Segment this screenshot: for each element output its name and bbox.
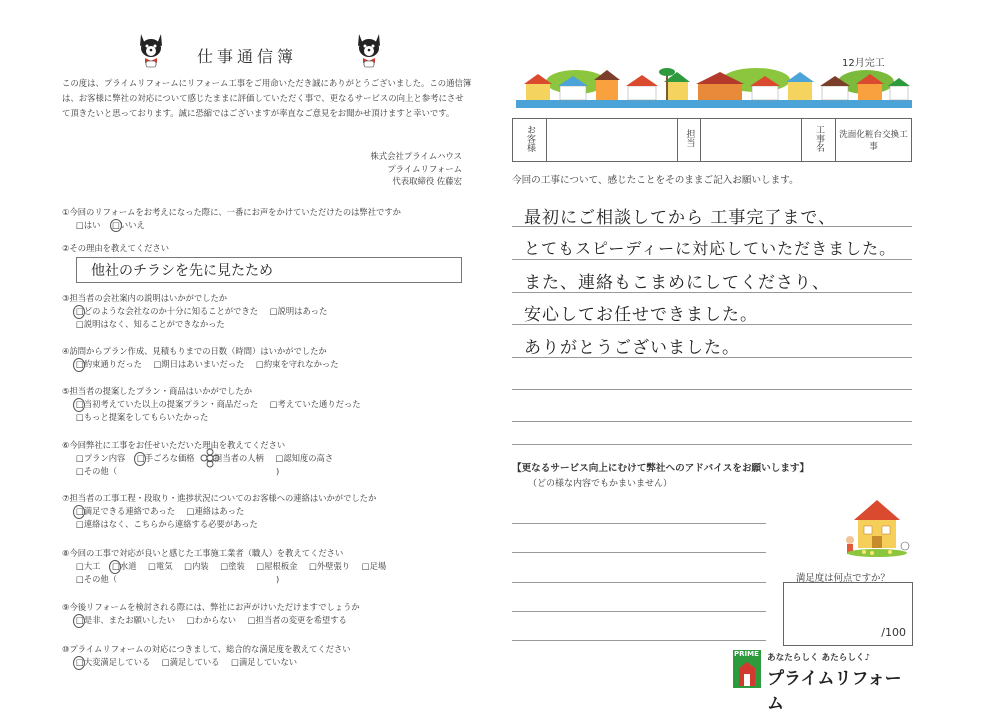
option-1[interactable]: □是非、またお願いしたい — [76, 614, 175, 627]
question-text: 今回弊社に工事をお任せいただいた理由を教えてください — [69, 440, 286, 450]
work-label: 工事名 — [802, 119, 836, 162]
option-8[interactable]: □足場 — [361, 561, 387, 571]
question-6: ⑥今回弊社に工事をお任せいただいた理由を教えてください □プラン内容 □手ごろな価格 □担当者の人柄 □認知度の高さ □その他（ ) — [62, 440, 334, 476]
answer-circle — [134, 452, 146, 466]
option-2[interactable]: □説明はあった — [269, 306, 328, 316]
answer-circle — [109, 560, 121, 574]
question-10: ⑩プライムリフォームの対応につきまして、総合的な満足度を教えてください □大変満足している □満足している □満足していない — [62, 643, 351, 669]
option-1[interactable]: □大変満足している — [76, 656, 150, 669]
work-name-field[interactable]: 洗面化粧台交換工事 — [836, 119, 912, 162]
question-7: ⑦担当者の工事工程・段取り・進捗状況についてのお客様への連絡はいかがでしたか □満足できる連絡であった □連絡はあった □連絡はなく、こちらから連絡する必要があった — [62, 493, 377, 529]
advice-rule — [512, 523, 766, 524]
option-9[interactable]: □その他（ — [76, 574, 118, 584]
option-3[interactable]: □満足していない — [231, 657, 298, 667]
question-text: 今後リフォームを検討される際には、弊社にお声がけいただけますでしょうか — [69, 602, 360, 612]
option-4[interactable]: □内装 — [184, 561, 209, 571]
option-2[interactable]: □水道 — [112, 560, 136, 573]
town-illustration-icon — [516, 66, 912, 108]
comment-prompt: 今回の工事について、感じたことをそのままご記入お願いします。 — [512, 175, 799, 186]
question-text: 担当者の提案したプラン・商品はいかがでしたか — [69, 386, 252, 396]
staff-label: 担当 — [678, 119, 701, 162]
answer-circle — [110, 219, 122, 232]
advice-rule — [512, 640, 766, 641]
option-2[interactable]: □期日はあいまいだった — [153, 359, 245, 369]
question-text: 今回のリフォームをお考えになった際に、一番にお声をかけていただけたのは弊社ですか — [69, 207, 401, 217]
option-3[interactable]: □もっと提案をしてもらいたかった — [76, 412, 209, 422]
option-3[interactable]: □電気 — [148, 561, 173, 571]
option-5[interactable]: □その他（ — [76, 466, 118, 476]
question-text: 担当者の会社案内の説明はいかがでしたか — [69, 293, 228, 303]
answer-circle — [73, 656, 85, 670]
question-5: ⑤担当者の提案したプラン・商品はいかがでしたか □当初考えていた以上の提案プラン・商品だった □考えていた通りだった □もっと提案をしてもらいたかった — [62, 386, 361, 422]
comment-line-4: 安心してお任せできました。 — [524, 305, 758, 325]
answer-circle — [73, 358, 85, 372]
option-5[interactable]: □塗装 — [220, 561, 245, 571]
representative-name: 代表取締役 佐藤宏 — [392, 176, 462, 186]
house-illustration-icon — [842, 496, 912, 558]
answer-circle — [73, 305, 85, 319]
question-text: その理由を教えてください — [69, 243, 170, 253]
reason-answer-box[interactable] — [76, 257, 462, 283]
question-text: 担当者の工事工程・段取り・進捗状況についてのお客様への連絡はいかがでしたか — [69, 493, 377, 503]
staff-field[interactable] — [701, 119, 802, 162]
question-9: ⑨今後リフォームを検討される際には、弊社にお声がけいただけますでしょうか □是非、またお願いしたい □わからない □担当者の変更を希望する — [62, 601, 360, 627]
logo-name: プライムリフォーム — [767, 669, 902, 714]
option-1[interactable]: □プラン内容 — [76, 453, 126, 463]
option-1[interactable]: □どのような会社なのか十分に知ることができた — [76, 305, 258, 318]
comment-line-2: とてもスピーディーに対応していただきました。 — [524, 239, 897, 258]
flower-mark-icon — [200, 448, 220, 468]
comment-rule — [512, 389, 912, 390]
option-2[interactable]: □連絡はあった — [186, 506, 245, 516]
option-2[interactable]: □考えていた通りだった — [269, 399, 361, 409]
option-3[interactable]: □連絡はなく、こちらから連絡する必要があった — [76, 519, 258, 529]
option-2[interactable]: □手ごろな価格 — [137, 452, 195, 465]
reason-answer-text: 他社のチラシを先に見たため — [91, 263, 273, 279]
intro-text: この度は、プライムリフォームにリフォーム工事をご用命いただき誠にありがとうございました。この通信簿は、お客様に弊社の対応について感じたままに評価していただく事で、更なるサービスの向上と参考にさせて頂きたいと思っております。誠に恐縮ではございますが率直なご意見をお聞かせ頂けますと幸いです。 — [62, 78, 472, 118]
question-8: ⑧今回の工事で対応が良いと感じた工事施工業者（職人）を教えてください □大工 □水道 □電気 □内装 □塗装 □屋根板金 □外壁張り □足場 □その他（ ) — [62, 548, 387, 584]
logo-mark-text: PRIME — [734, 650, 759, 658]
score-box[interactable] — [783, 582, 913, 646]
dog-mascot-right-icon — [354, 30, 384, 68]
question-4: ④訪問からプラン作成、見積もりまでの日数（時間）はいかがでしたか □約束通りだった □期日はあいまいだった □約束を守れなかった — [62, 345, 348, 371]
advice-subprompt: （どの様な内容でもかまいません） — [528, 479, 673, 489]
question-2: ②その理由を教えてください — [62, 243, 170, 253]
option-no[interactable]: □いいえ — [112, 220, 145, 230]
score-suffix: /100 — [881, 626, 906, 639]
answer-circle — [73, 505, 85, 519]
option-1[interactable]: □約束通りだった — [76, 358, 142, 371]
option-1[interactable]: □大工 — [76, 561, 101, 571]
question-3: ③担当者の会社案内の説明はいかがでしたか □どのような会社なのか十分に知ることができた □説明はあった □説明はなく、知ることができなかった — [62, 293, 328, 329]
answer-circle — [73, 398, 85, 412]
option-2[interactable]: □満足している — [161, 657, 220, 667]
completion-month: 12月完工 — [842, 58, 885, 69]
comment-rule — [512, 259, 912, 260]
info-table — [512, 118, 912, 162]
comment-line-3: また、連絡もこまめにしてくださり、 — [524, 273, 830, 293]
option-yes[interactable]: □はい — [76, 220, 101, 230]
advice-rule — [512, 582, 766, 583]
comment-line-1: 最初にご相談してから 工事完了まで、 — [524, 208, 837, 228]
option-2[interactable]: □わからない — [186, 615, 237, 625]
advice-rule — [512, 611, 766, 612]
option-3[interactable]: □約束を守れなかった — [256, 359, 339, 369]
option-3[interactable]: □担当者の変更を希望する — [247, 615, 347, 625]
option-6[interactable]: □屋根板金 — [256, 561, 298, 571]
option-1[interactable]: □満足できる連絡であった — [76, 505, 175, 518]
signature-block — [370, 150, 462, 188]
option-1[interactable]: □当初考えていた以上の提案プラン・商品だった — [76, 398, 258, 411]
customer-field[interactable] — [547, 119, 678, 162]
customer-label: お客様 — [513, 119, 547, 162]
option-4[interactable]: □認知度の高さ — [275, 453, 334, 463]
brand-name: プライムリフォーム — [387, 163, 462, 174]
comment-line-5: ありがとうございました。 — [524, 338, 740, 358]
page-title: 仕事通信簿 — [196, 47, 297, 66]
answer-circle — [73, 614, 85, 628]
company-name: 株式会社プライムハウス — [370, 151, 462, 161]
question-1: ①今回のリフォームをお考えになった際に、一番にお声をかけていただけたのは弊社ですか □はい □いいえ — [62, 207, 401, 230]
option-7[interactable]: □外壁張り — [309, 561, 351, 571]
logo-tagline: あなたらしく あたらしく♪ — [767, 653, 871, 663]
question-text: 訪問からプラン作成、見積もりまでの日数（時間）はいかがでしたか — [69, 346, 327, 356]
question-text: プライムリフォームの対応につきまして、総合的な満足度を教えてください — [69, 644, 351, 654]
comment-rule — [512, 421, 912, 422]
score-label: 満足度は何点ですか？ — [796, 573, 890, 584]
question-text: 今回の工事で対応が良いと感じた工事施工業者（職人）を教えてください — [69, 548, 344, 558]
advice-rule — [512, 552, 766, 553]
company-logo — [733, 650, 913, 714]
option-3[interactable]: □説明はなく、知ることができなかった — [76, 319, 225, 329]
advice-prompt: 【更なるサービス向上にむけて弊社へのアドバイスをお願いします】 — [512, 463, 810, 474]
option-3[interactable]: □担当者の人柄 — [206, 452, 264, 465]
comment-rule — [512, 444, 912, 445]
